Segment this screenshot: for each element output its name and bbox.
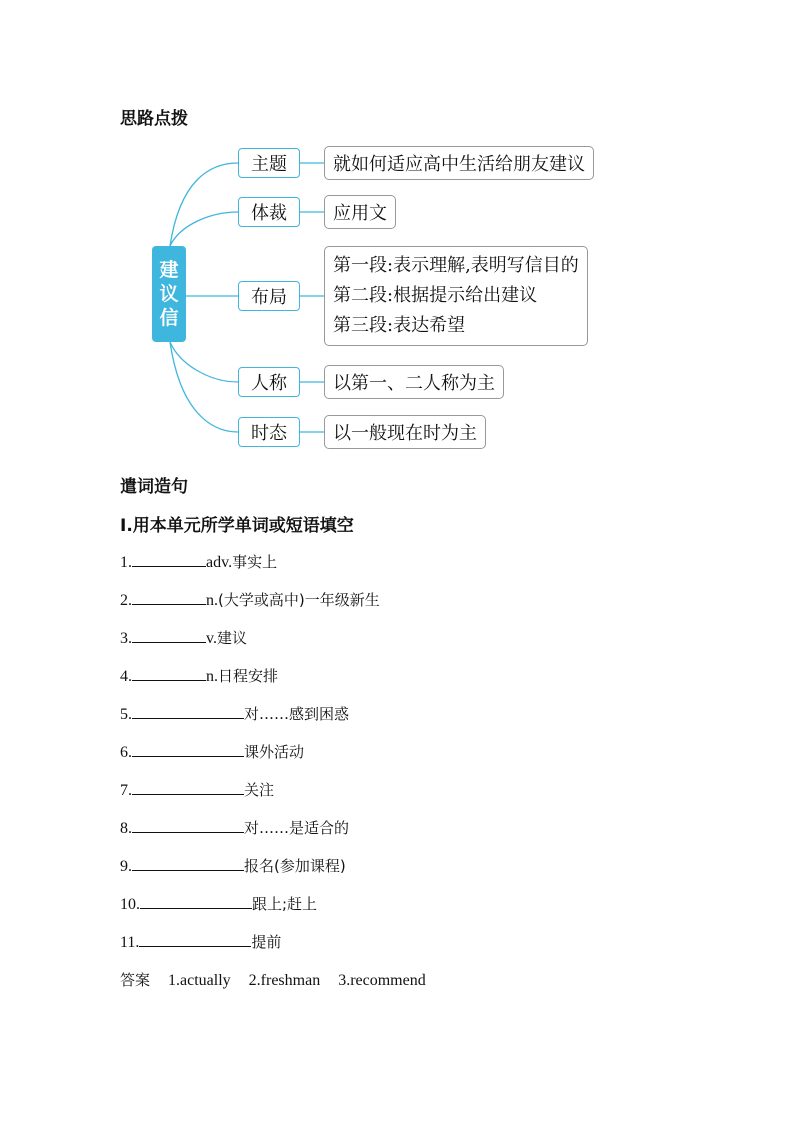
exercise-item: 2. n.(大学或高中)一年级新生: [120, 591, 380, 609]
connector-rencheng: [170, 342, 238, 382]
exercise-item: 3. v.建议: [120, 629, 247, 647]
section-heading-qianci: 遣词造句: [120, 477, 188, 497]
exercise-item: 10. 跟上;赶上: [120, 895, 318, 913]
exercise-item: 5. 对……感到困惑: [120, 705, 350, 723]
answer-blank[interactable]: [132, 856, 244, 871]
answer-blank[interactable]: [132, 628, 206, 643]
exercise-item: 4. n.日程安排: [120, 667, 279, 685]
buju-line-2: 第二段:根据提示给出建议: [333, 285, 538, 306]
root-char: 建: [159, 259, 179, 281]
answer-item: 1.actually: [168, 972, 231, 989]
root-node: [152, 246, 186, 342]
answer-blank[interactable]: [132, 780, 244, 795]
value-shitai: 以一般现在时为主: [324, 415, 486, 449]
value-rencheng: 以第一、二人称为主: [324, 365, 504, 399]
answer-line: [120, 969, 444, 990]
answer-blank[interactable]: [140, 894, 252, 909]
connector-shitai: [170, 342, 238, 432]
exercise-item: 1. adv.事实上: [120, 553, 278, 571]
category-rencheng: 人称: [238, 367, 300, 397]
answer-item: 2.freshman: [248, 972, 321, 989]
value-ticai: 应用文: [324, 195, 396, 229]
category-ticai: 体裁: [238, 197, 300, 227]
section-heading-silu: 思路点拨: [120, 109, 188, 129]
category-shitai: 时态: [238, 417, 300, 447]
answer-item: 3.recommend: [338, 972, 426, 989]
answer-blank[interactable]: [132, 666, 206, 681]
exercise-item: 11. 提前: [120, 933, 282, 951]
connector-zhuti: [170, 163, 238, 246]
connector-ticai: [170, 212, 238, 246]
answer-blank[interactable]: [132, 590, 206, 605]
category-zhuti: 主题: [238, 148, 300, 178]
buju-line-1: 第一段:表示理解,表明写信目的: [333, 255, 579, 276]
value-zhuti: 就如何适应高中生活给朋友建议: [324, 146, 594, 180]
root-char: 信: [159, 307, 179, 329]
category-buju: 布局: [238, 281, 300, 311]
exercise-item: 9. 报名(参加课程): [120, 857, 346, 875]
exercise-item: 8. 对……是适合的: [120, 819, 350, 837]
mind-map: [140, 140, 650, 455]
exercise-item: 7. 关注: [120, 781, 275, 799]
root-char: 议: [159, 283, 179, 305]
exercise-item: 6. 课外活动: [120, 743, 305, 761]
part-title: Ⅰ.用本单元所学单词或短语填空: [120, 516, 354, 536]
answer-blank[interactable]: [132, 818, 244, 833]
answer-blank[interactable]: [132, 704, 244, 719]
answer-blank[interactable]: [132, 742, 244, 757]
answer-blank[interactable]: [139, 932, 251, 947]
answer-label: 答案: [120, 971, 151, 989]
value-buju: [324, 246, 588, 346]
answer-blank[interactable]: [132, 552, 206, 567]
buju-line-3: 第三段:表达希望: [333, 315, 466, 336]
